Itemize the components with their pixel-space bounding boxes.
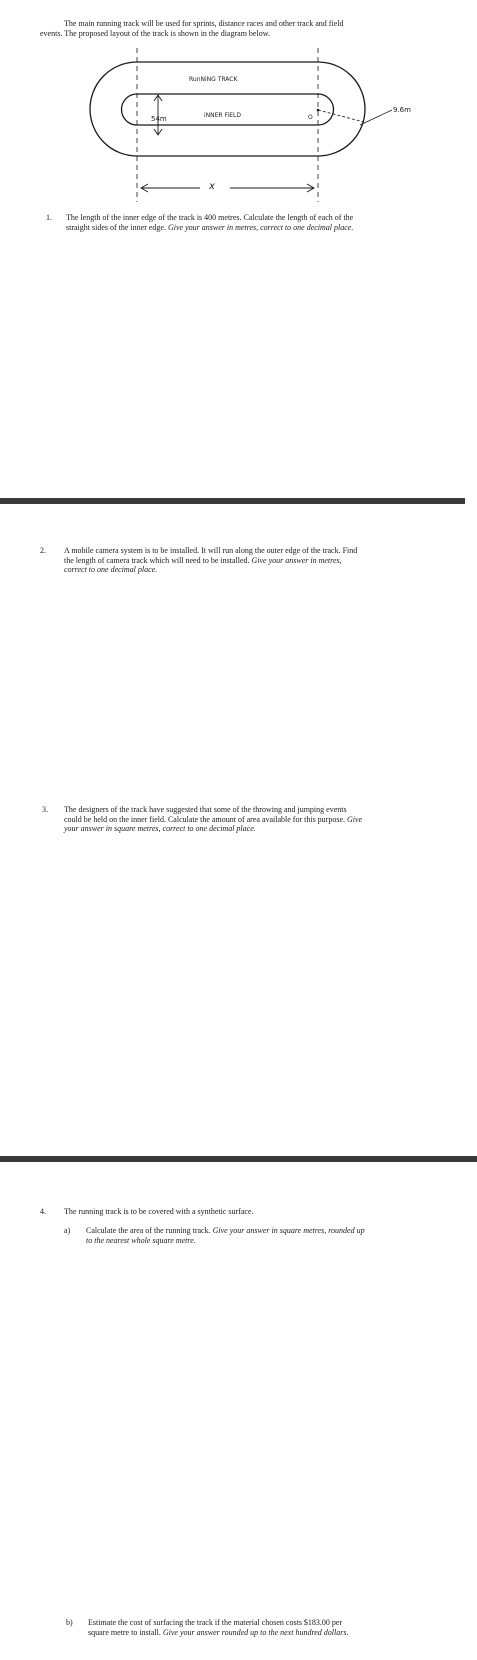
question-2-number: 2. (40, 546, 46, 555)
question-2-line-1: A mobile camera system is to be installed. It will run along the outer edge of the track. Find (64, 546, 358, 555)
width-label: 54m (151, 115, 167, 123)
question-4b-text (88, 1618, 348, 1637)
question-4b-label: b) (66, 1618, 73, 1627)
question-2-line-2: the length of camera track which will need to be installed. (64, 555, 252, 565)
center-label: O (308, 114, 313, 121)
question-1-line-2: straight sides of the inner edge. (66, 222, 168, 232)
question-4a-instruction: Give your answer in square metres, rounded up (212, 1226, 365, 1235)
question-3-text (64, 805, 362, 834)
question-4-number: 4. (40, 1207, 46, 1216)
question-4a-label: a) (64, 1226, 71, 1235)
question-3-instruction: Give (347, 814, 363, 824)
question-2-text (64, 546, 357, 575)
question-3-line-2: could be held on the inner field. Calculate the amount of area available for this purpose. (64, 814, 348, 824)
question-2-instruction-2: correct to one decimal place. (64, 565, 158, 574)
question-2-instruction: Give your answer in metres, (251, 555, 342, 565)
question-1-number: 1. (46, 213, 52, 222)
lane-width-line (318, 110, 364, 122)
question-1-line-1: The length of the inner edge of the track is 400 metres. Calculate the length of each of the (66, 213, 354, 222)
length-label: x (209, 181, 215, 192)
track-label: RunNiNG TRACK (189, 76, 238, 83)
intro-line-1: The main running track will be used for sprints, distance races and other track and field (64, 19, 344, 28)
intro-line-2: events. The proposed layout of the track is shown in the diagram below. (40, 29, 270, 38)
center-dot (317, 109, 320, 112)
question-4-text: The running track is to be covered with a synthetic surface. (64, 1207, 254, 1216)
page-2 (0, 504, 477, 1156)
question-4b-instruction: Give your answer rounded up to the next hundred dollars. (162, 1627, 349, 1637)
question-1-instruction: Give your answer in metres, correct to one decimal place. (167, 222, 354, 232)
page-3 (0, 1162, 477, 1660)
question-4a-line-1: Calculate the area of the running track. (86, 1226, 213, 1235)
question-4a-instruction-2: to the nearest whole square metre. (86, 1235, 196, 1245)
question-4b-line-2: square metre to install. (88, 1627, 163, 1637)
question-3-instruction-2: your answer in square metres, correct to one decimal place. (64, 824, 256, 833)
field-label: iNNER FiELD (204, 112, 241, 119)
question-4b-line-1: Estimate the cost of surfacing the track if the material chosen costs $183.00 per (88, 1618, 343, 1627)
question-3-line-1: The designers of the track have suggested that some of the throwing and jumping events (64, 805, 347, 814)
page-1 (0, 0, 477, 498)
question-1-text (66, 213, 353, 232)
question-4a-text (86, 1226, 365, 1245)
question-3-number: 3. (42, 805, 48, 814)
lane-width-label: 9.6m (393, 106, 411, 114)
